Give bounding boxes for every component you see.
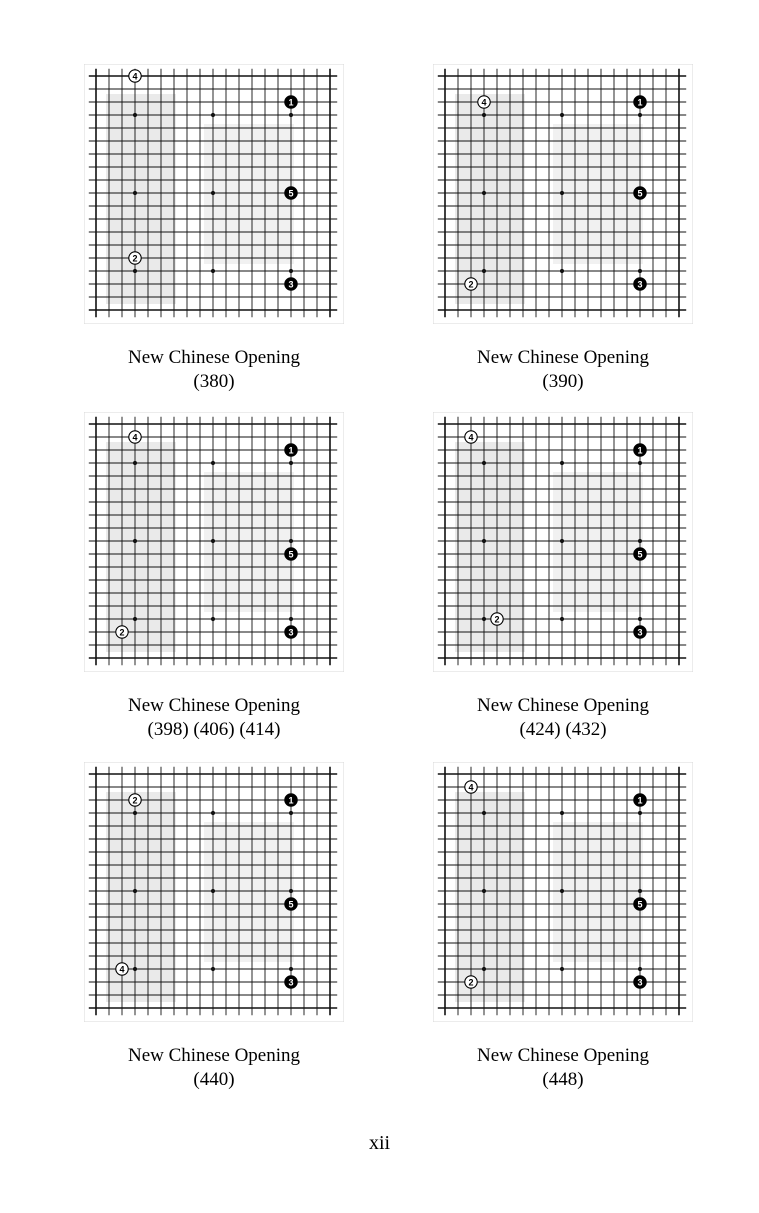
caption-refs: (448) — [542, 1069, 584, 1090]
star-point — [211, 461, 215, 465]
stone-number: 5 — [288, 188, 294, 199]
scan-shadow — [455, 442, 525, 652]
star-point — [133, 113, 137, 117]
page-number: xii — [368, 1132, 391, 1154]
stone-number: 1 — [637, 97, 643, 108]
diagram-398 — [84, 412, 344, 742]
stone-number: 4 — [132, 71, 138, 82]
star-point — [133, 811, 137, 815]
diagram-440 — [84, 762, 344, 1092]
star-point — [289, 889, 293, 893]
caption-title: New Chinese Opening — [476, 347, 650, 368]
star-point — [638, 811, 642, 815]
star-point — [211, 967, 215, 971]
stone-number: 2 — [132, 253, 138, 264]
stone-number: 5 — [288, 899, 294, 910]
star-point — [560, 269, 564, 273]
star-point — [211, 113, 215, 117]
star-point — [560, 617, 564, 621]
diagram-caption — [433, 346, 693, 394]
scan-shadow — [553, 472, 643, 612]
star-point — [133, 539, 137, 543]
star-point — [211, 539, 215, 543]
caption-refs: (440) — [193, 1069, 235, 1090]
scan-shadow — [204, 822, 294, 962]
star-point — [560, 113, 564, 117]
caption-title: New Chinese Opening — [127, 1045, 301, 1066]
stone-number: 5 — [288, 549, 294, 560]
star-point — [560, 967, 564, 971]
star-point — [560, 811, 564, 815]
go-board — [433, 762, 693, 1022]
star-point — [560, 191, 564, 195]
star-point — [482, 811, 486, 815]
star-point — [482, 461, 486, 465]
stone-number: 2 — [494, 614, 500, 625]
stone-number: 4 — [119, 964, 125, 975]
stone-number: 1 — [288, 795, 294, 806]
caption-refs: (424) (432) — [519, 719, 607, 740]
caption-refs: (390) — [542, 371, 584, 392]
go-board — [433, 64, 693, 324]
star-point — [289, 539, 293, 543]
stone-number: 4 — [468, 782, 474, 793]
caption-refs: (398) (406) (414) — [147, 719, 281, 740]
scan-shadow — [106, 442, 176, 652]
star-point — [211, 811, 215, 815]
stone-number: 3 — [288, 279, 294, 290]
stone-number: 2 — [119, 627, 125, 638]
star-point — [638, 461, 642, 465]
star-point — [560, 461, 564, 465]
star-point — [638, 539, 642, 543]
stone-number: 4 — [468, 432, 474, 443]
board-svg — [84, 762, 344, 1022]
stone-number: 4 — [132, 432, 138, 443]
scan-shadow — [553, 822, 643, 962]
star-point — [482, 889, 486, 893]
board-svg — [84, 412, 344, 672]
scan-shadow — [204, 124, 294, 264]
board-svg — [84, 64, 344, 324]
caption-title: New Chinese Opening — [127, 695, 301, 716]
scan-shadow — [106, 94, 176, 304]
star-point — [289, 113, 293, 117]
stone-number: 3 — [637, 977, 643, 988]
star-point — [133, 967, 137, 971]
stone-number: 2 — [468, 279, 474, 290]
star-point — [482, 617, 486, 621]
star-point — [482, 113, 486, 117]
star-point — [638, 889, 642, 893]
star-point — [211, 191, 215, 195]
star-point — [560, 889, 564, 893]
star-point — [638, 113, 642, 117]
star-point — [482, 269, 486, 273]
caption-refs: (380) — [193, 371, 235, 392]
diagram-caption — [84, 346, 344, 394]
star-point — [289, 617, 293, 621]
star-point — [638, 617, 642, 621]
stone-number: 5 — [637, 188, 643, 199]
scan-shadow — [455, 792, 525, 1002]
diagram-390 — [433, 64, 693, 394]
diagram-caption — [433, 1044, 693, 1092]
diagram-caption — [84, 1044, 344, 1092]
stone-number: 3 — [637, 279, 643, 290]
star-point — [638, 967, 642, 971]
stone-number: 2 — [468, 977, 474, 988]
stone-number: 5 — [637, 899, 643, 910]
stone-number: 4 — [481, 97, 487, 108]
star-point — [289, 967, 293, 971]
star-point — [289, 269, 293, 273]
stone-number: 1 — [288, 445, 294, 456]
star-point — [211, 889, 215, 893]
go-board — [84, 762, 344, 1022]
go-board — [84, 64, 344, 324]
scan-shadow — [204, 472, 294, 612]
star-point — [133, 191, 137, 195]
star-point — [211, 269, 215, 273]
diagram-448 — [433, 762, 693, 1092]
star-point — [482, 191, 486, 195]
go-board — [84, 412, 344, 672]
star-point — [133, 889, 137, 893]
stone-number: 1 — [637, 445, 643, 456]
star-point — [289, 811, 293, 815]
star-point — [133, 269, 137, 273]
star-point — [133, 461, 137, 465]
stone-number: 3 — [637, 627, 643, 638]
stone-number: 1 — [288, 97, 294, 108]
star-point — [560, 539, 564, 543]
scan-shadow — [553, 124, 643, 264]
stone-number: 3 — [288, 627, 294, 638]
stone-number: 3 — [288, 977, 294, 988]
stone-number: 5 — [637, 549, 643, 560]
star-point — [289, 461, 293, 465]
diagram-caption — [84, 694, 344, 742]
stone-number: 1 — [637, 795, 643, 806]
board-svg — [433, 64, 693, 324]
diagram-380 — [84, 64, 344, 394]
caption-title: New Chinese Opening — [127, 347, 301, 368]
diagram-424 — [433, 412, 693, 742]
diagram-caption — [433, 694, 693, 742]
caption-title: New Chinese Opening — [476, 695, 650, 716]
board-svg — [433, 412, 693, 672]
star-point — [133, 617, 137, 621]
board-svg — [433, 762, 693, 1022]
stone-number: 2 — [132, 795, 138, 806]
scan-shadow — [455, 94, 525, 304]
star-point — [482, 967, 486, 971]
go-board — [433, 412, 693, 672]
caption-title: New Chinese Opening — [476, 1045, 650, 1066]
star-point — [211, 617, 215, 621]
star-point — [638, 269, 642, 273]
star-point — [482, 539, 486, 543]
